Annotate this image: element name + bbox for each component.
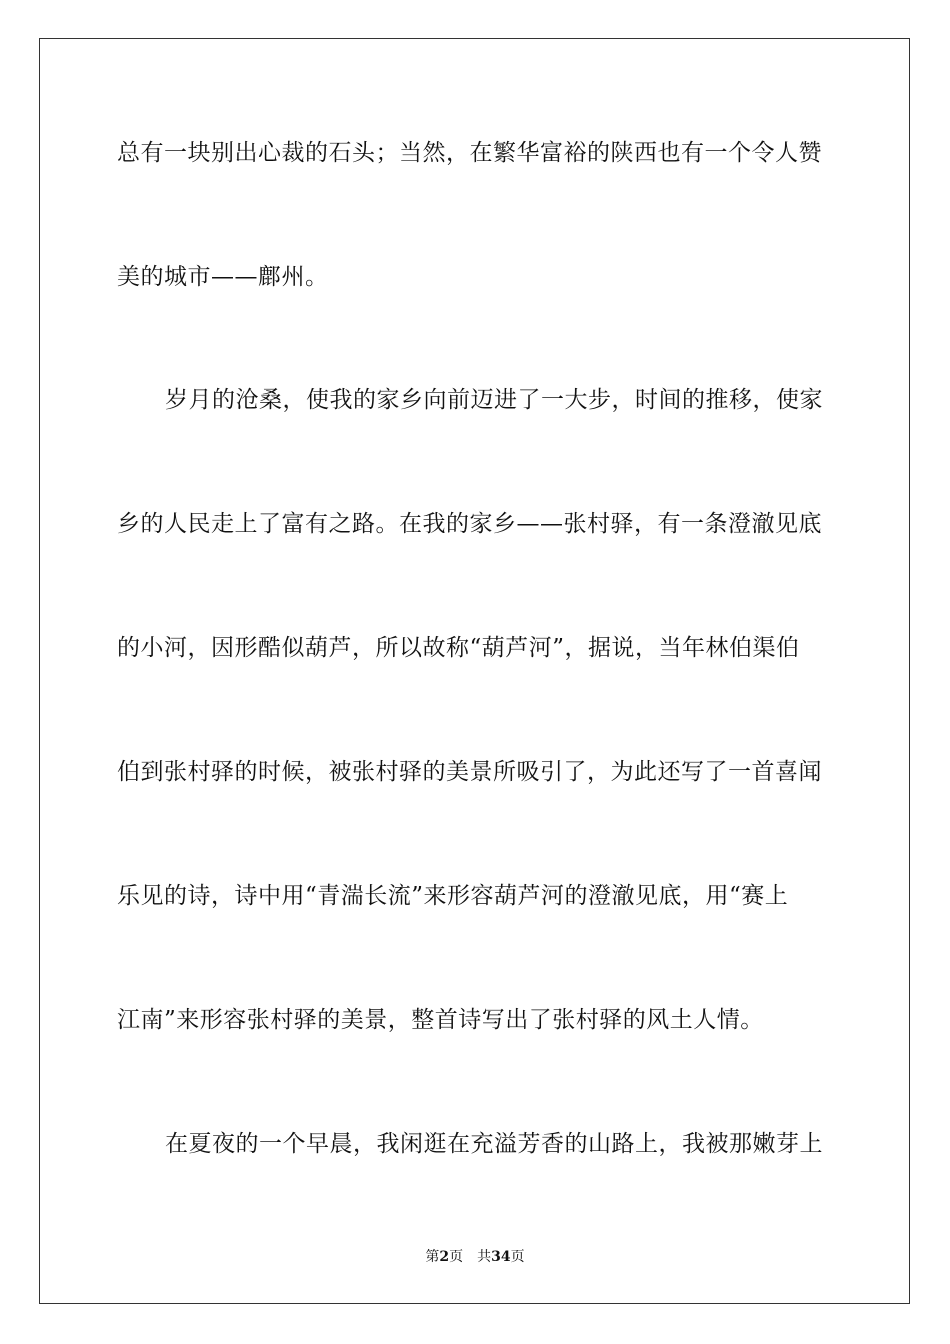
text-line-3: 岁月的沧桑，使我的家乡向前迈进了一大步，时间的推移，使家 — [165, 387, 823, 413]
footer-total-prefix: 共 — [477, 1249, 492, 1265]
footer-page-number: 2 — [439, 1249, 450, 1265]
footer-total-number: 34 — [491, 1249, 511, 1265]
text-line-7: 乐见的诗，诗中用“青湍长流”来形容葫芦河的澄澈见底，用“赛上 — [117, 883, 789, 909]
text-line-9: 在夏夜的一个早晨，我闲逛在充溢芳香的山路上，我被那嫩芽上 — [165, 1131, 823, 1157]
text-line-6: 伯到张村驿的时候，被张村驿的美景所吸引了，为此还写了一首喜闻 — [117, 759, 822, 785]
text-line-1: 总有一块别出心裁的石头；当然，在繁华富裕的陕西也有一个令人赞 — [117, 140, 822, 166]
text-line-5: 的小河，因形酷似葫芦，所以故称“葫芦河”，据说，当年林伯渠伯 — [117, 635, 800, 661]
text-line-8: 江南”来形容张村驿的美景，整首诗写出了张村驿的风土人情。 — [117, 1007, 764, 1033]
text-line-2: 美的城市——鄜州。 — [117, 264, 329, 290]
text-line-4: 乡的人民走上了富有之路。在我的家乡——张村驿，有一条澄澈见底 — [117, 511, 822, 537]
footer-page-prefix: 第 — [425, 1249, 440, 1265]
page-frame — [39, 38, 910, 1304]
page-footer — [0, 1248, 950, 1266]
footer-total-suffix: 页 — [510, 1249, 525, 1265]
footer-page-suffix: 页 — [449, 1249, 464, 1265]
